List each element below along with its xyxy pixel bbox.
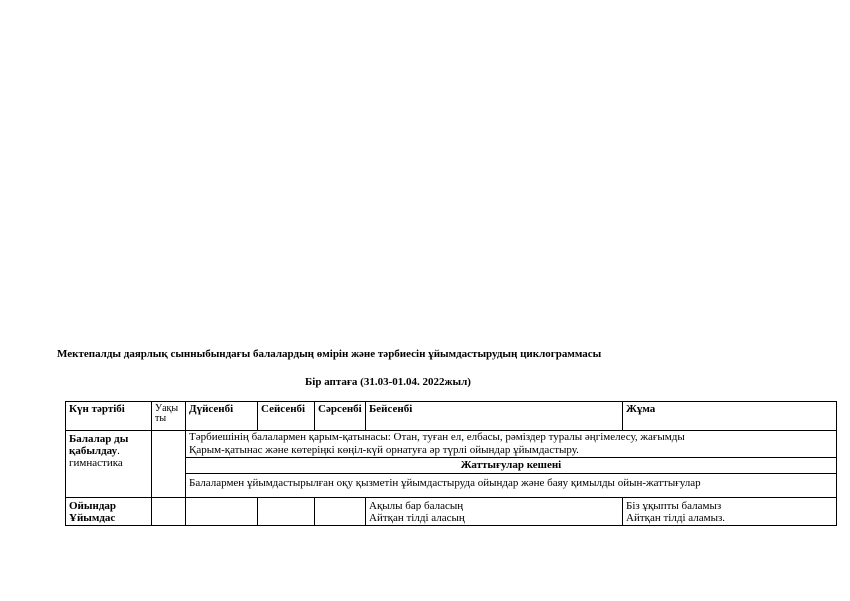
document-subtitle: Бір аптаға (31.03-01.04. 2022жыл) xyxy=(305,376,471,388)
header-wednesday: Сәрсенбі xyxy=(318,403,362,415)
row1-exercise-text: Балалармен ұйымдастырылған оқу қызметін ұйымдастыруда ойындар және баяу қимылды ойын-жаттығулар xyxy=(189,477,701,489)
header-time: Уақыты xyxy=(155,403,179,424)
row2-friday-line2: Айтқан тілді аламыз. xyxy=(626,512,726,524)
row1-line1: Тәрбиешінің балалармен қарым-қатынасы: Отан, туған ел, елбасы, рәміздер туралы әңгімелесу, жағымды xyxy=(189,431,685,443)
header-friday: Жұма xyxy=(626,403,656,415)
row2-thursday-line2: Айтқан тілді аласың xyxy=(369,512,465,524)
document-title: Мектепалды даярлық сынныбындағы балалардың өмірін және тәрбиесін ұйымдастырудың циклограммасы xyxy=(57,348,602,360)
table-border-right xyxy=(836,401,837,526)
row2-thursday-line1: Ақылы бар баласың xyxy=(369,500,464,511)
header-tuesday: Сейсенбі xyxy=(261,403,306,415)
table-border-bottom xyxy=(65,525,837,526)
row2-friday-line1: Біз ұқыпты баламыз xyxy=(626,500,722,511)
row1-label xyxy=(66,431,151,497)
row1-label-bold: Балалар ды қабылдау xyxy=(69,433,129,457)
row1-exercise-title: Жаттығулар кешені xyxy=(460,459,562,471)
table-divider-monday-row2 xyxy=(257,497,258,526)
header-monday: Дүйсенбі xyxy=(189,403,234,415)
row1-label-rest: . гимнастика xyxy=(69,445,123,469)
cyclogram-table xyxy=(65,401,837,526)
table-divider-tuesday-row2 xyxy=(314,497,315,526)
header-schedule: Күн тәртібі xyxy=(69,403,125,415)
header-thursday: Бейсенбі xyxy=(369,403,413,415)
row2-label: Ойындар Ұйымдас xyxy=(69,500,117,524)
row1-line2: Қарым-қатынас және көтеріңкі көңіл-күй орнатуға әр түрлі ойындар ұйымдастыру. xyxy=(189,444,579,456)
